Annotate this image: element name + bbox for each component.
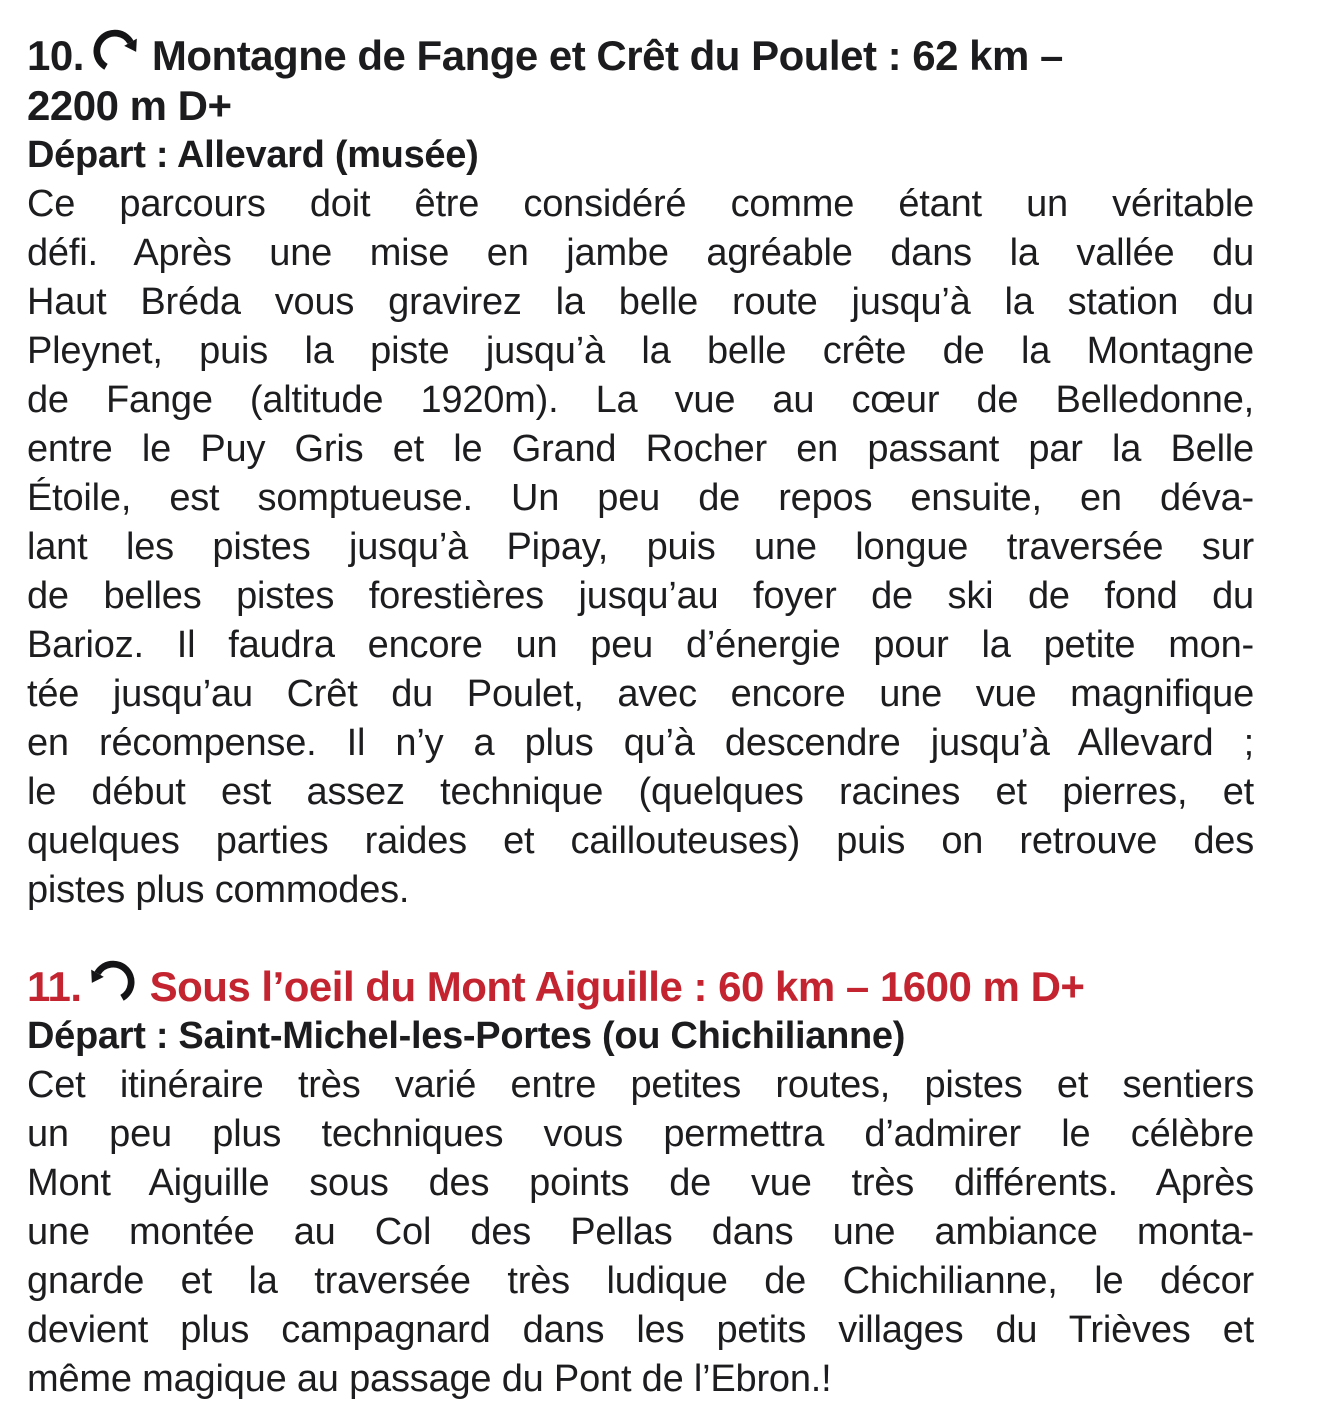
route-10-heading-line1: [27, 22, 1254, 81]
paragraph-line: Étoile, est somptueuse. Un peu de repos ensuite, en déva-: [27, 477, 1254, 519]
route-10-description: [27, 180, 1254, 915]
route-11-description: [27, 1061, 1254, 1404]
paragraph-line: une montée au Col des Pellas dans une ambiance monta-: [27, 1211, 1254, 1253]
paragraph-line: Pleynet, puis la piste jusqu’à la belle crête de la Montagne: [27, 330, 1254, 372]
route-11-heading-line1: [27, 953, 1254, 1012]
paragraph-line: même magique au passage du Pont de l’Ebron.!: [27, 1358, 832, 1400]
route-11-title: Sous l’oeil du Mont Aiguille : 60 km – 1600 m D+: [149, 963, 1085, 1010]
paragraph-line: devient plus campagnard dans les petits villages du Trièves et: [27, 1309, 1254, 1351]
route-section-11: [27, 953, 1254, 1404]
route-10-depart: Départ : Allevard (musée): [27, 134, 479, 176]
paragraph-line: le début est assez technique (quelques racines et pierres, et: [27, 771, 1254, 813]
route-11-heading: [27, 953, 1254, 1012]
route-11-depart: Départ : Saint-Michel-les-Portes (ou Chichilianne): [27, 1015, 906, 1057]
paragraph-line: en récompense. Il n’y a plus qu’à descendre jusqu’à Allevard ;: [27, 722, 1254, 764]
paragraph-line: entre le Puy Gris et le Grand Rocher en passant par la Belle: [27, 428, 1254, 470]
paragraph-line: défi. Après une mise en jambe agréable dans la vallée du: [27, 232, 1254, 274]
paragraph-line: de Fange (altitude 1920m). La vue au cœur de Belledonne,: [27, 379, 1254, 421]
paragraph-line: Mont Aiguille sous des points de vue très différents. Après: [27, 1162, 1254, 1204]
route-10-number: 10.: [27, 32, 84, 79]
paragraph-line: un peu plus techniques vous permettra d’admirer le célèbre: [27, 1113, 1254, 1155]
paragraph-line: Haut Bréda vous gravirez la belle route jusqu’à la station du: [27, 281, 1254, 323]
paragraph-line: Ce parcours doit être considéré comme étant un véritable: [27, 183, 1254, 225]
paragraph-line: tée jusqu’au Crêt du Poulet, avec encore une vue magnifique: [27, 673, 1254, 715]
paragraph-line: Barioz. Il faudra encore un peu d’énergie pour la petite mon-: [27, 624, 1254, 666]
route-section-10: [27, 22, 1254, 915]
paragraph-line: gnarde et la traversée très ludique de Chichilianne, le décor: [27, 1260, 1254, 1302]
route-11-number: 11.: [27, 963, 82, 1010]
route-10-title: Montagne de Fange et Crêt du Poulet : 62 km –: [151, 32, 1063, 79]
paragraph-line: quelques parties raides et caillouteuses) puis on retrouve des: [27, 820, 1254, 862]
route-10-heading: [27, 22, 1254, 131]
paragraph-line: Cet itinéraire très varié entre petites routes, pistes et sentiers: [27, 1064, 1254, 1106]
paragraph-line: lant les pistes jusqu’à Pipay, puis une longue traversée sur: [27, 526, 1254, 568]
paragraph-line: de belles pistes forestières jusqu’au foyer de ski de fond du: [27, 575, 1254, 617]
loop-clockwise-icon: [88, 22, 142, 76]
loop-counterclockwise-icon: [86, 953, 140, 1007]
route-10-heading-line2: 2200 m D+: [27, 82, 232, 129]
paragraph-line: pistes plus commodes.: [27, 869, 410, 911]
